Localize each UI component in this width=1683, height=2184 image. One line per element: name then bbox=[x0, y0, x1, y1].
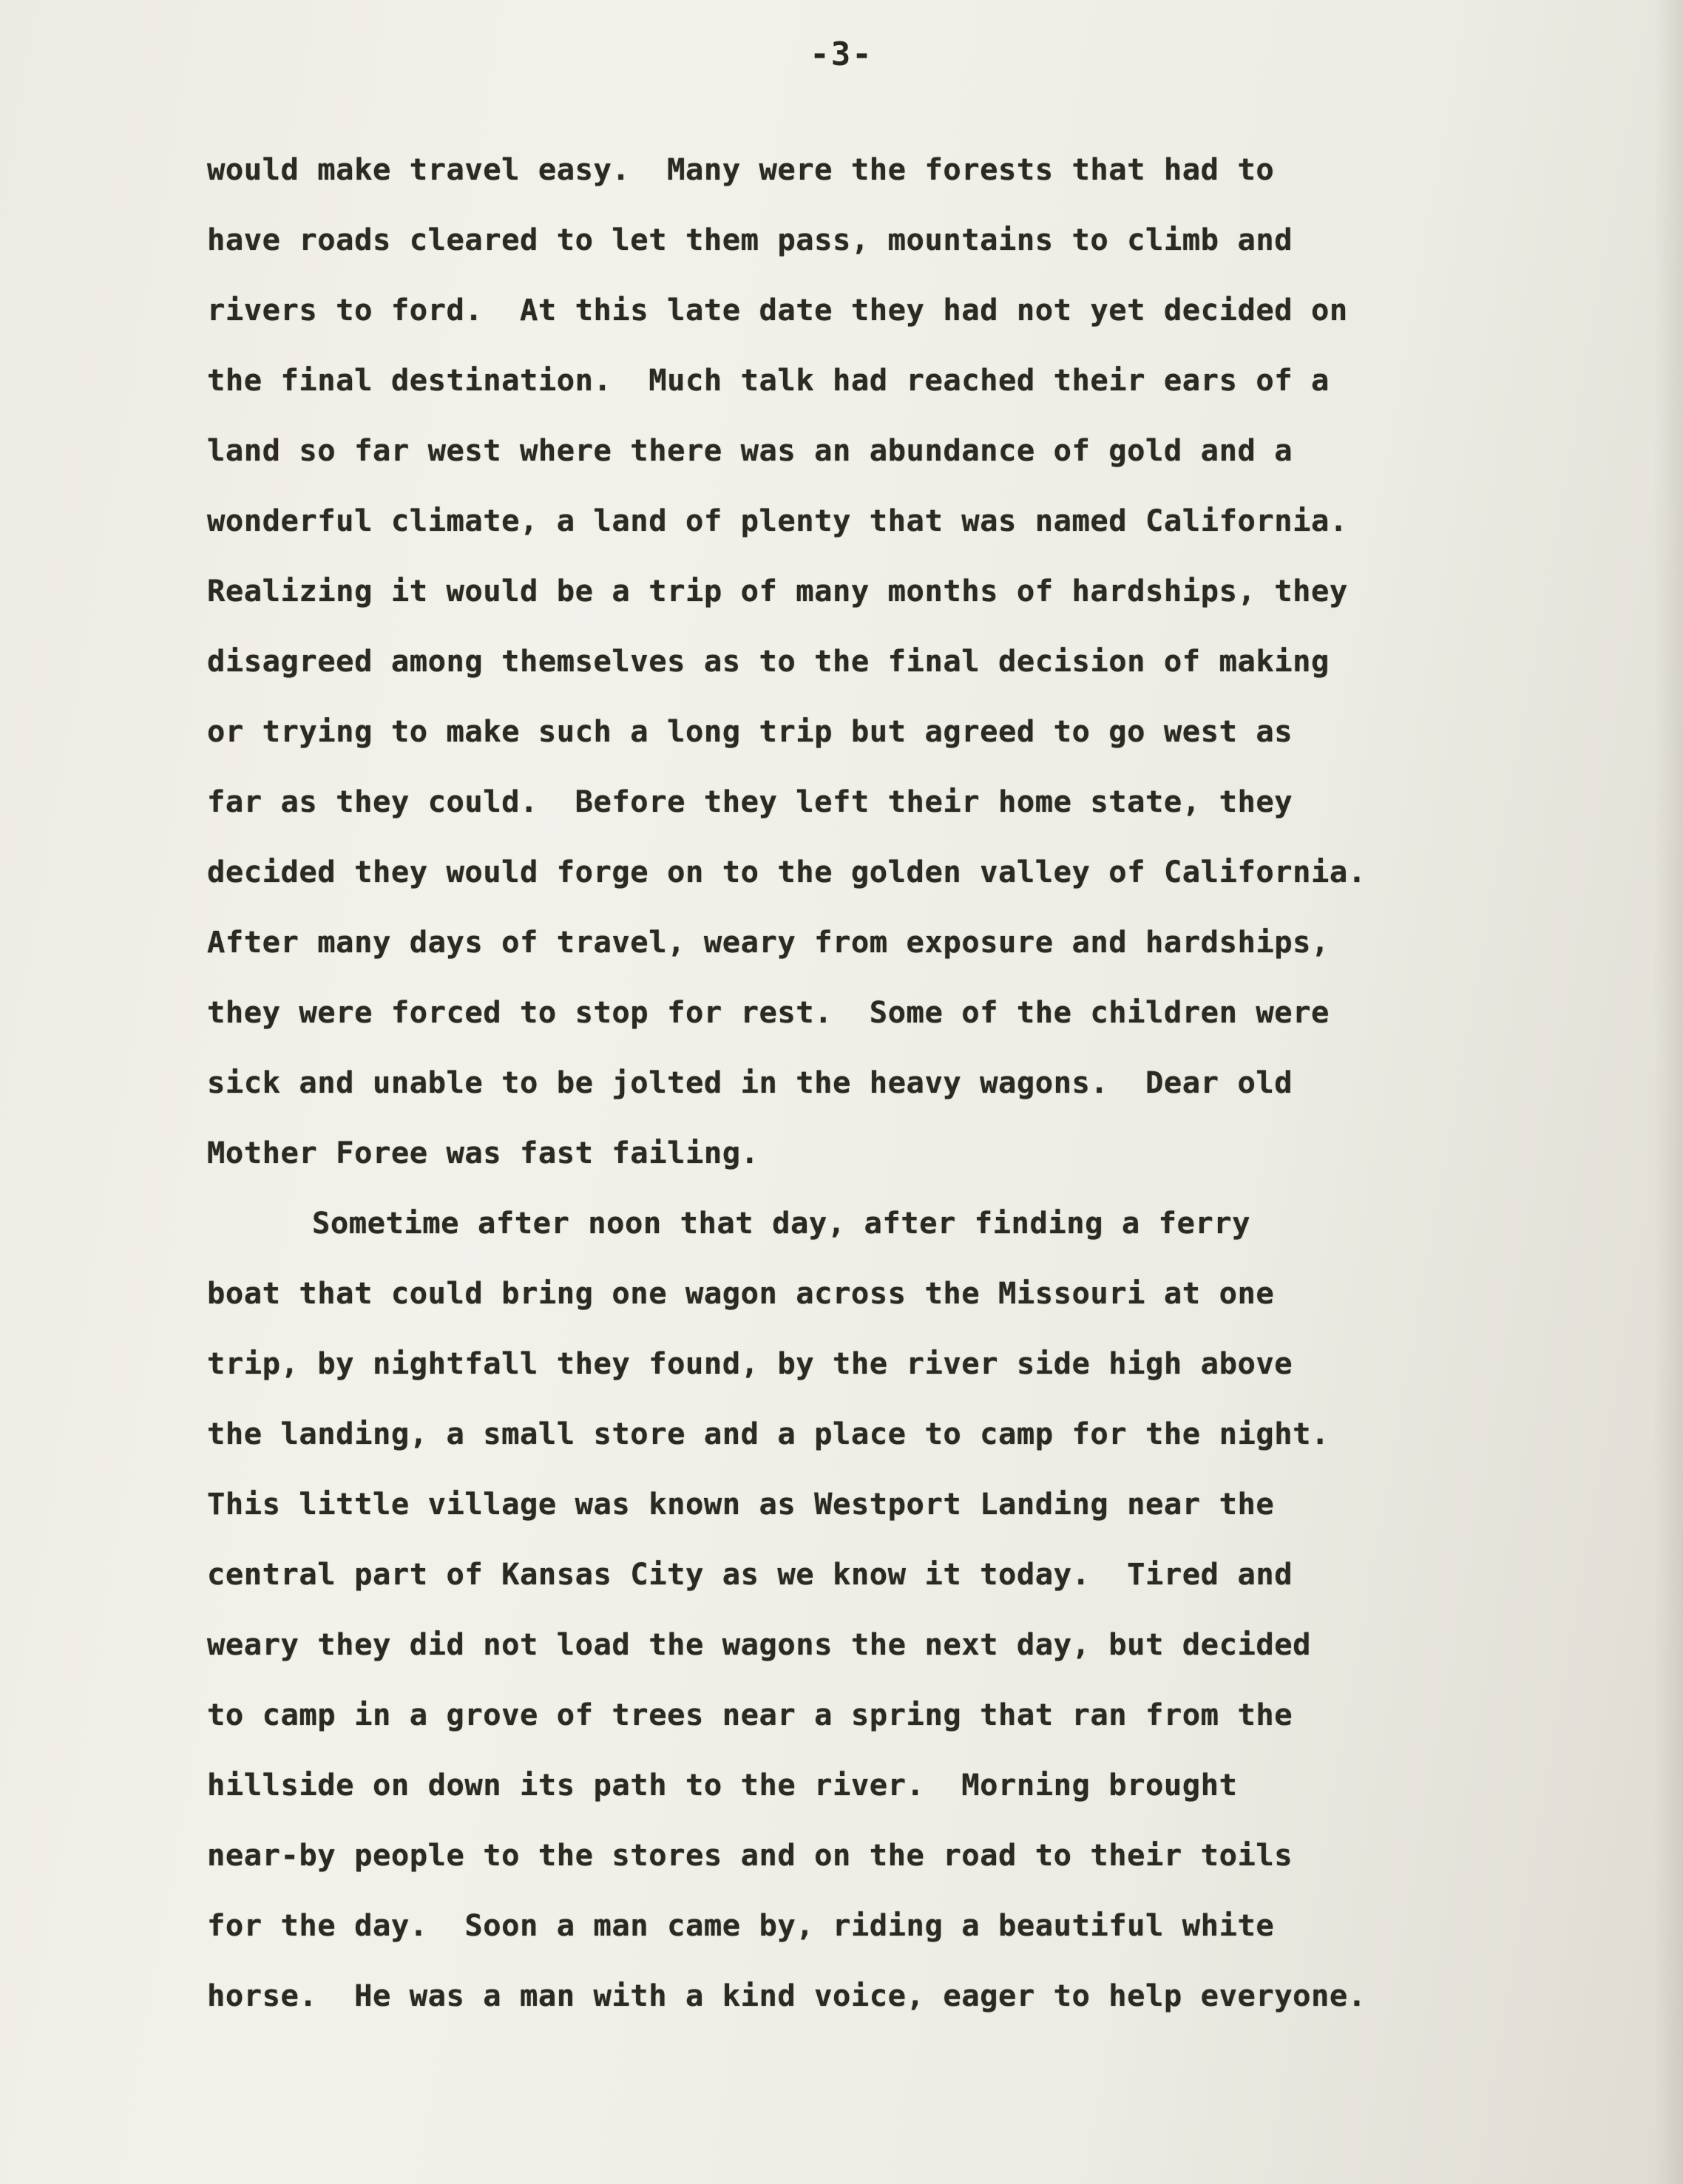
text-line: boat that could bring one wagon across the Missouri at one bbox=[207, 1275, 1275, 1311]
text-line: central part of Kansas City as we know it today. Tired and bbox=[207, 1556, 1293, 1592]
text-line: rivers to ford. At this late date they had not yet decided on bbox=[207, 292, 1348, 328]
body-text bbox=[207, 135, 1627, 2031]
text-line: or trying to make such a long trip but agreed to go west as bbox=[207, 713, 1293, 749]
text-line: decided they would forge on to the golden valley of California. bbox=[207, 854, 1367, 889]
text-line: Mother Foree was fast failing. bbox=[207, 1135, 759, 1170]
text-line: This little village was known as Westport Landing near the bbox=[207, 1486, 1275, 1522]
text-line: would make travel easy. Many were the forests that had to bbox=[207, 152, 1275, 187]
text-line: horse. He was a man with a kind voice, eager to help everyone. bbox=[207, 1978, 1367, 2013]
text-line: the final destination. Much talk had reached their ears of a bbox=[207, 362, 1330, 398]
page-number: -3- bbox=[810, 35, 873, 73]
text-line: to camp in a grove of trees near a spring that ran from the bbox=[207, 1697, 1293, 1732]
text-line: near-by people to the stores and on the road to their toils bbox=[207, 1837, 1293, 1873]
paragraph-1 bbox=[207, 135, 1627, 1188]
text-line: weary they did not load the wagons the next day, but decided bbox=[207, 1627, 1311, 1662]
text-line: disagreed among themselves as to the final decision of making bbox=[207, 643, 1330, 679]
text-line: Realizing it would be a trip of many months of hardships, they bbox=[207, 573, 1348, 608]
text-line: sick and unable to be jolted in the heavy wagons. Dear old bbox=[207, 1065, 1293, 1100]
text-line: land so far west where there was an abundance of gold and a bbox=[207, 433, 1293, 468]
text-line: for the day. Soon a man came by, riding a beautiful white bbox=[207, 1907, 1275, 1943]
text-line: they were forced to stop for rest. Some of the children were bbox=[207, 994, 1330, 1030]
text-line: After many days of travel, weary from exposure and hardships, bbox=[207, 924, 1330, 960]
text-line: trip, by nightfall they found, by the river side high above bbox=[207, 1346, 1293, 1381]
text-line: have roads cleared to let them pass, mountains to climb and bbox=[207, 222, 1293, 257]
text-line-indented: Sometime after noon that day, after finding a ferry bbox=[312, 1205, 1251, 1241]
text-line: hillside on down its path to the river. Morning brought bbox=[207, 1767, 1238, 1803]
page-edge-shadow bbox=[1653, 0, 1683, 2184]
text-line: far as they could. Before they left their home state, they bbox=[207, 784, 1293, 819]
text-line: the landing, a small store and a place to camp for the night. bbox=[207, 1416, 1330, 1451]
paragraph-2 bbox=[207, 1188, 1627, 2031]
text-line: wonderful climate, a land of plenty that was named California. bbox=[207, 503, 1348, 538]
